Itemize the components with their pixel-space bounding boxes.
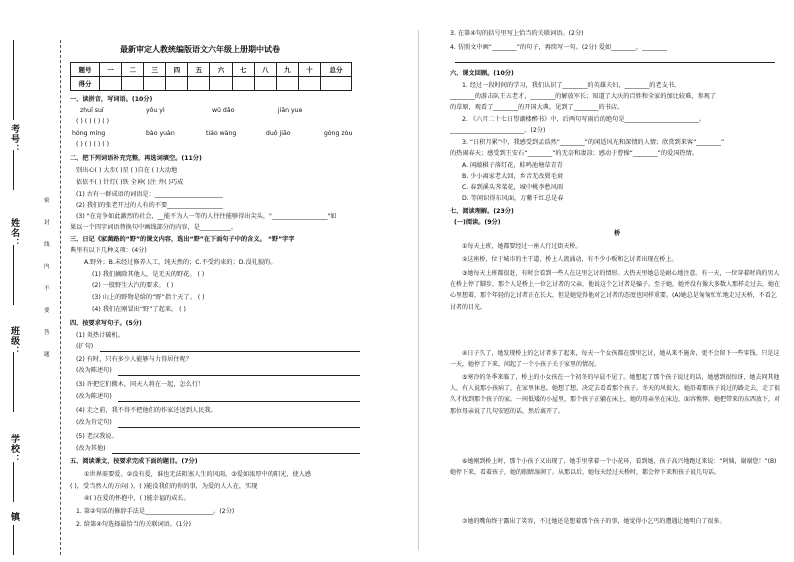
score-cell[interactable] — [321, 77, 352, 91]
r-question[interactable]: 4. 仿照文中画“________”的句子，再续写一句。(2分) 爱如________，________ — [450, 44, 667, 51]
q5-question[interactable]: 2. 给第④句选择最恰当的关联词语。(1分) — [76, 521, 191, 528]
score-header-cell: 六 — [210, 63, 232, 77]
q6-option: D. 等闲识得东风面，万紫千红总是春 — [462, 195, 564, 202]
seal-char: 答 — [44, 330, 50, 336]
class-blank[interactable] — [13, 352, 14, 412]
q4-answer-line[interactable] — [118, 375, 360, 376]
seal-char: 封 — [44, 220, 50, 226]
seal-char: 内 — [44, 264, 50, 270]
exam-no-blank[interactable] — [13, 40, 14, 120]
score-cell[interactable] — [144, 77, 166, 91]
score-header-cell: 九 — [276, 63, 298, 77]
q6-title: 六、课文回顾。(10分) — [450, 70, 514, 77]
q4-answer-line[interactable] — [100, 351, 360, 352]
q6-line[interactable]: ________的游击队王五老才，________的解放军长；知道了大庆的百姓和全家的加比较难，参观了 — [450, 93, 717, 100]
q3-item[interactable]: (1) 我们摘除其他人，是无天的野花。 ( ) — [92, 271, 205, 278]
q3-options: A.野外；B.未经过修养人工，纯天然的；C.不受约束的；D.没礼貌的。 — [84, 259, 277, 266]
q4-item: (3) 许把它们搬木，同天人将在一起，怎么行！ — [76, 381, 205, 388]
q7-sub: (一)阅读。(9分) — [454, 219, 501, 226]
seal-char: 要 — [44, 308, 50, 314]
article-paragraph: ⑥她刚到桥上时，那个小孩子又出现了，她手里拿着一个小花环，看到她，孩子高兴地跑过来说：“阿姨，谢谢您！”(B)她停下来，看着孩子，她的眼睛湿润了。从那以后，她每天经过天桥时，都会停下来和孩子说几句话。 — [450, 458, 777, 477]
article-paragraph: ④日子久了，她发现桥上的乞讨者多了起来，每天一个女孩都在那里乞讨，她从来不施舍，更不会留下一些零钱。只是这一天，她停了下来，问起了一个小孩子关于家里的情况。 — [450, 350, 780, 369]
q6-line[interactable]: 的热闹春天；感受到王安石“________”的无奈和凄凉；感动于曹操“________”的爱国热情。 — [450, 150, 698, 157]
binding-line — [60, 40, 61, 555]
q3-title: 三、日记《家菌路的“野”的课文内容，选出“野”在下面句子中的含义。 “野”字字 — [70, 236, 295, 243]
article-paragraph: ⑦她的嘴角终于露出了笑容，不过她还是想着那个孩子的事，她觉得小乞丐的遭遇让她明白了很多。 — [462, 518, 726, 525]
score-header-cell: 题号 — [71, 63, 100, 77]
q4-answer-line[interactable] — [112, 453, 360, 454]
r-question[interactable]: 3. 在第④句的括号里写上恰当的关联词语。(2分) — [450, 30, 584, 37]
exam-no-label: 考号： — [9, 124, 19, 154]
q2-row1[interactable]: 别出心( ) 大步( )星 ( )自在 ( )大动地 — [76, 167, 178, 174]
seal-char: 不 — [44, 286, 50, 292]
pinyin: bào yuàn — [145, 130, 175, 137]
q2-s3[interactable]: (3) "在竞争如此激烈的社会，__能不为人一等的人往往能够得出尖头，"__________________"如 — [76, 213, 337, 220]
school-label: 学校： — [9, 434, 19, 464]
seal-char: 题 — [44, 352, 50, 358]
pinyin: gòng zòu — [323, 130, 353, 137]
score-cell[interactable] — [210, 77, 232, 91]
score-cell[interactable] — [100, 77, 122, 91]
pinyin: jiān yue — [277, 107, 303, 114]
name-blank[interactable] — [13, 245, 14, 305]
q3-item[interactable]: (4) 我们在刚冒出“野”了起来。 ( ) — [92, 306, 186, 313]
score-header-cell: 三 — [144, 63, 166, 77]
q6-line[interactable]: 3. “日积月累”中，我感受到孟浩然“________”的闲适风光和深情的人情；欣赏到来客“________” — [462, 139, 725, 146]
q6-option: C. 春到溪头荠菜花，城中桃李愁风雨 — [462, 184, 564, 191]
q3-item[interactable]: (2) 一股野生大汽的要求。 ( ) — [92, 282, 174, 289]
score-cell[interactable] — [122, 77, 144, 91]
seal-char: 密 — [44, 198, 50, 204]
q4-item: (2) 有时，只有多少人能够与力得居住呢？ — [76, 356, 192, 363]
q5-passage-line: ①世界需要爱。②没有爱，谁也无法阻塞人生的风雨。③爱如浓厚中的阳光，使人感 — [84, 471, 312, 478]
q3-sub: 典里有以下几种义项：(4分) — [70, 247, 147, 254]
q1-parens-row2[interactable]: ( ) ( ) ( ) ( ) — [76, 141, 110, 148]
score-row-label: 得分 — [71, 77, 100, 91]
score-header-cell: 七 — [232, 63, 254, 77]
q4-item: (4) 走之前，我不得不把他们的作家还送到人民我。 — [76, 407, 217, 414]
q3-item[interactable]: (3) 山上的野物是给的“野”指十天了。 ( ) — [92, 294, 205, 301]
score-header-cell: 二 — [122, 63, 144, 77]
pinyin: hóng míng — [72, 130, 106, 137]
q2-s1[interactable]: (1) 古有一群成语的词语是：______________________ — [76, 191, 223, 198]
q4-instruction: (改为肯定句) — [76, 419, 112, 426]
q2-s2[interactable]: (2) 我们的张老开过的人有的不要__________________ — [76, 202, 223, 209]
pinyin: yǒu yì — [145, 107, 165, 114]
name-label: 姓名： — [9, 218, 19, 248]
q1-pinyin-row2 — [72, 130, 352, 139]
score-header-cell: 四 — [166, 63, 188, 77]
article-paragraph: ⑤寒冷的冬季来临了，桥上的小女孩在一个初冬的早晨不见了。她想起了那个孩子说过的话，她感到很惊讶，她去问其他人，有人说那小孩病了，在家里休息。她想了想，决定去看看那个孩子。冬天的风很大，她沿着那孩子说过的路走去，走了很久才找到那个孩子的家。一间低矮的小屋里，那个孩子正躺在床上，她的母亲坐在床边，面容憔悴。她把带来的东西放下，对那位母亲说了几句安慰的话，然后离开了。 — [450, 374, 781, 415]
q4-title: 四、按要求写句子。(5分) — [70, 320, 142, 327]
score-cell[interactable] — [166, 77, 188, 91]
q1-title: 一、读拼音，写词语。(10分) — [70, 96, 153, 103]
article-paragraph: ①每天上班，她都要经过一座人行过街天桥。 — [462, 243, 582, 250]
score-cell[interactable] — [254, 77, 276, 91]
q6-option: A. 闲敲棋子落灯花，蛙鸣池塘草青青 — [462, 162, 563, 169]
q4-instruction: (改为陈述句) — [76, 367, 112, 374]
q2-title: 二、把下列词语补充完整，再选词填空。(11分) — [70, 155, 202, 162]
q2-s4[interactable]: 果以一个四字词语替换句中画线部分的内容，是__________。 — [70, 224, 238, 231]
q4-item: (5) 老汉我说。 — [76, 433, 118, 440]
q5-passage-line[interactable]: ④( )在爱的怀抱中，( )能幸福的成长。 — [84, 495, 190, 502]
score-table — [70, 62, 352, 91]
score-row — [71, 77, 352, 91]
q5-passage-line[interactable]: ( )，受当然人的方向( )，( )能没我们的你的事，为爱的人人在，实现 — [70, 483, 258, 490]
seal-text — [44, 196, 54, 358]
county-blank[interactable] — [13, 525, 14, 555]
q4-instruction: (扩句) — [76, 343, 94, 350]
score-cell[interactable] — [188, 77, 210, 91]
article-title: 桥 — [614, 230, 621, 237]
school-blank[interactable] — [13, 462, 14, 502]
q4-answer-line[interactable] — [118, 401, 360, 402]
q6-line[interactable]: 2. 《六月二十七日望湖楼醉书》中，后两句写雨后的绝句是________________________。 — [462, 116, 705, 123]
q5-question[interactable]: 1. 第②句话的修辞手法是______________________。(2分) — [76, 508, 235, 515]
score-cell[interactable] — [276, 77, 298, 91]
score-cell[interactable] — [298, 77, 320, 91]
class-label: 班级： — [9, 326, 19, 356]
q4-instruction: (改为陈述句) — [76, 393, 112, 400]
r-answer-line[interactable] — [455, 62, 775, 63]
pinyin: tiáo wàng — [205, 130, 237, 137]
seal-char: 线 — [44, 242, 50, 248]
q4-instruction: (改为其他) — [76, 445, 106, 452]
article-paragraph: ②这座桥，位于城市的主干道，桥上人流涌动，有不少小贩和乞讨者出现在桥上。 — [462, 256, 678, 263]
q6-line[interactable]: ________________________。(2分) — [450, 127, 546, 134]
q1-pinyin-row1 — [80, 107, 342, 116]
q7-title: 七、阅读理解。(23分) — [450, 208, 514, 215]
q5-title: 五、阅读课文，按要求完成下面的题目。(7分) — [70, 458, 198, 465]
exam-no-blank-2[interactable] — [13, 150, 14, 190]
q6-line[interactable]: 的草原，观看了________的开国大典，见到了________的书店。 — [450, 104, 624, 111]
score-header-cell: 总分 — [321, 63, 352, 77]
page-title: 最新审定人教统编版语文六年级上册期中试卷 — [120, 45, 280, 54]
q1-parens-row1[interactable]: ( ) ( ) ( ) ( ) — [76, 118, 110, 125]
q6-line[interactable]: 1. 经过一段时间的学习，我们认识了________的英雄夫妇，________的老支书， — [462, 82, 681, 89]
q6-option: B. 少小离家老大回，乡音无改鬓毛衰 — [462, 173, 563, 180]
score-header-cell: 十 — [298, 63, 320, 77]
pinyin: wǔ dǎo — [211, 107, 235, 114]
pinyin: zhuī suí — [80, 107, 104, 114]
article-paragraph: ③她每天上班都很赶，有时会看到一些人在这里乞讨的情形。大热天里她总是耐心地注意。有一天，一位穿着时尚的男人在桥上停了脚步，那个人是桥上一位乞讨者的父亲，他说这个乞讨者是骗子。至于她，她并没有像大多数人那样走过去，她在心里想着，那个年轻的乞讨者正在长大，但是她觉得他对乞讨者的态度也同样重要。(A)她总是匆匆忙忙地走过天桥，不看乞讨者的目光。 — [450, 270, 781, 311]
score-header-cell: 八 — [254, 63, 276, 77]
q4-item: (1) 炎热计破机。 — [76, 332, 124, 339]
score-header-row — [71, 63, 352, 77]
county-label: 镇 — [9, 512, 19, 522]
q4-answer-line[interactable] — [118, 427, 360, 428]
pinyin: duō jiāo — [265, 130, 291, 137]
column-divider — [418, 30, 419, 550]
q2-row2[interactable]: 依依不( ) 针灯( )铁 全神( )注 井( )巧成 — [76, 179, 184, 186]
score-header-cell: 一 — [100, 63, 122, 77]
score-header-cell: 五 — [188, 63, 210, 77]
score-cell[interactable] — [232, 77, 254, 91]
